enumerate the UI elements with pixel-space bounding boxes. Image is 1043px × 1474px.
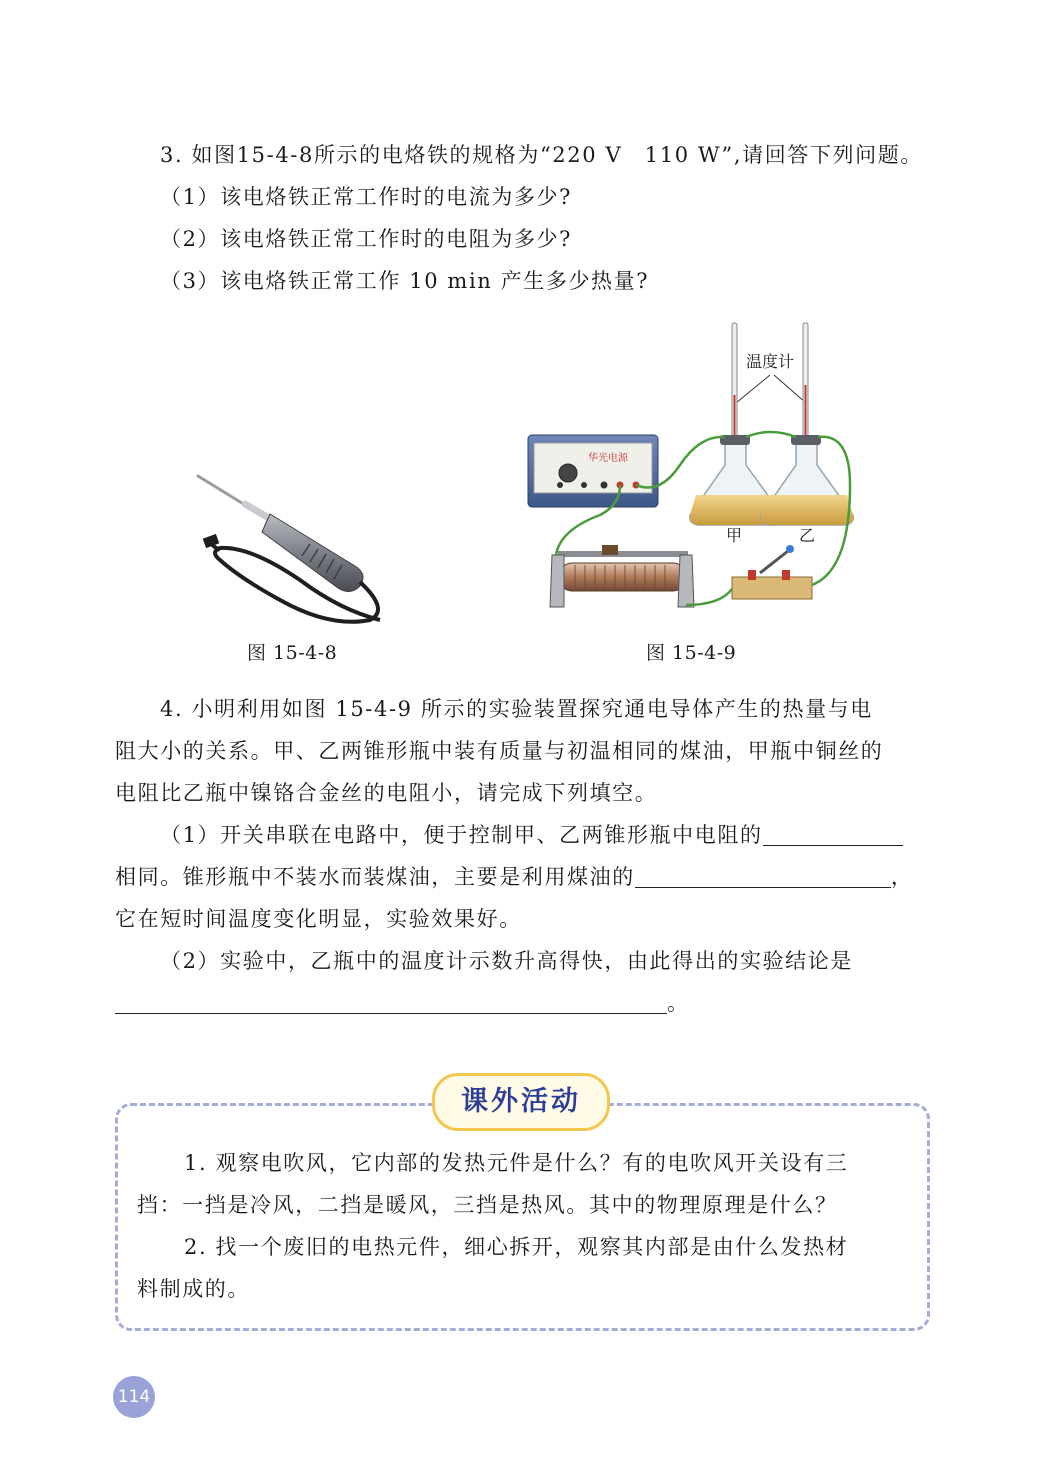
q4-line3: 电阻比乙瓶中镍铬合金丝的电阻小，请完成下列填空。	[115, 781, 658, 805]
experiment-setup-figure	[520, 315, 860, 625]
activity-item2-line1: 2. 找一个废旧的电热元件，细心拆开，观察其内部是由什么发热材	[184, 1235, 849, 1259]
q3-line1: 3. 如图15-4-8所示的电烙铁的规格为“220 V 110 W”,请回答下列问题。	[160, 143, 923, 167]
answer-blank-3[interactable]	[115, 991, 667, 1014]
q3-sub3: （3）该电烙铁正常工作 10 min 产生多少热量?	[160, 269, 650, 293]
answer-blank-2[interactable]	[635, 865, 891, 888]
q4-line2: 阻大小的关系。甲、乙两锥形瓶中装有质量与初温相同的煤油，甲瓶中铜丝的	[115, 739, 884, 763]
q4-p2-line2	[115, 988, 690, 1018]
q4-p1-line2	[115, 862, 913, 892]
q4-p2-line2-end: 。	[667, 991, 690, 1015]
q4-p1-line2-end: ，	[890, 865, 914, 889]
activity-item2-line2: 料制成的。	[137, 1277, 250, 1301]
soldering-iron-figure	[190, 470, 410, 630]
q4-p1-line1	[160, 820, 903, 850]
activity-title: 课外活动	[432, 1073, 610, 1131]
fig-15-4-9-caption: 图 15-4-9	[646, 642, 737, 664]
activity-item1-line2: 挡：一挡是冷风，二挡是暖风，三挡是热风。其中的物理原理是什么？	[137, 1193, 838, 1217]
flask-b-label: 乙	[799, 526, 816, 545]
q3-sub1: （1）该电烙铁正常工作时的电流为多少?	[160, 185, 573, 209]
fig-15-4-8-caption: 图 15-4-8	[247, 642, 338, 664]
activity-item1-line1: 1. 观察电吹风，它内部的发热元件是什么？有的电吹风开关设有三	[184, 1151, 849, 1175]
power-supply-label: 华光电源	[588, 453, 628, 464]
flask-a-label: 甲	[726, 526, 743, 545]
q3-sub2: （2）该电烙铁正常工作时的电阻为多少?	[160, 227, 573, 251]
page-number: 114	[113, 1376, 155, 1418]
answer-blank-1[interactable]	[763, 823, 903, 846]
q4-p1-line1-text: （1）开关串联在电路中，便于控制甲、乙两锥形瓶中电阻的	[160, 823, 763, 847]
q4-line1: 4. 小明利用如图 15-4-9 所示的实验装置探究通电导体产生的热量与电	[160, 697, 873, 721]
q4-p1-line3: 它在短时间温度变化明显，实验效果好。	[115, 907, 522, 931]
q4-p2-line1: （2）实验中，乙瓶中的温度计示数升高得快，由此得出的实验结论是	[160, 949, 853, 973]
q4-p1-line2-text: 相同。锥形瓶中不装水而装煤油，主要是利用煤油的	[115, 865, 635, 889]
thermometer-label: 温度计	[746, 352, 795, 371]
